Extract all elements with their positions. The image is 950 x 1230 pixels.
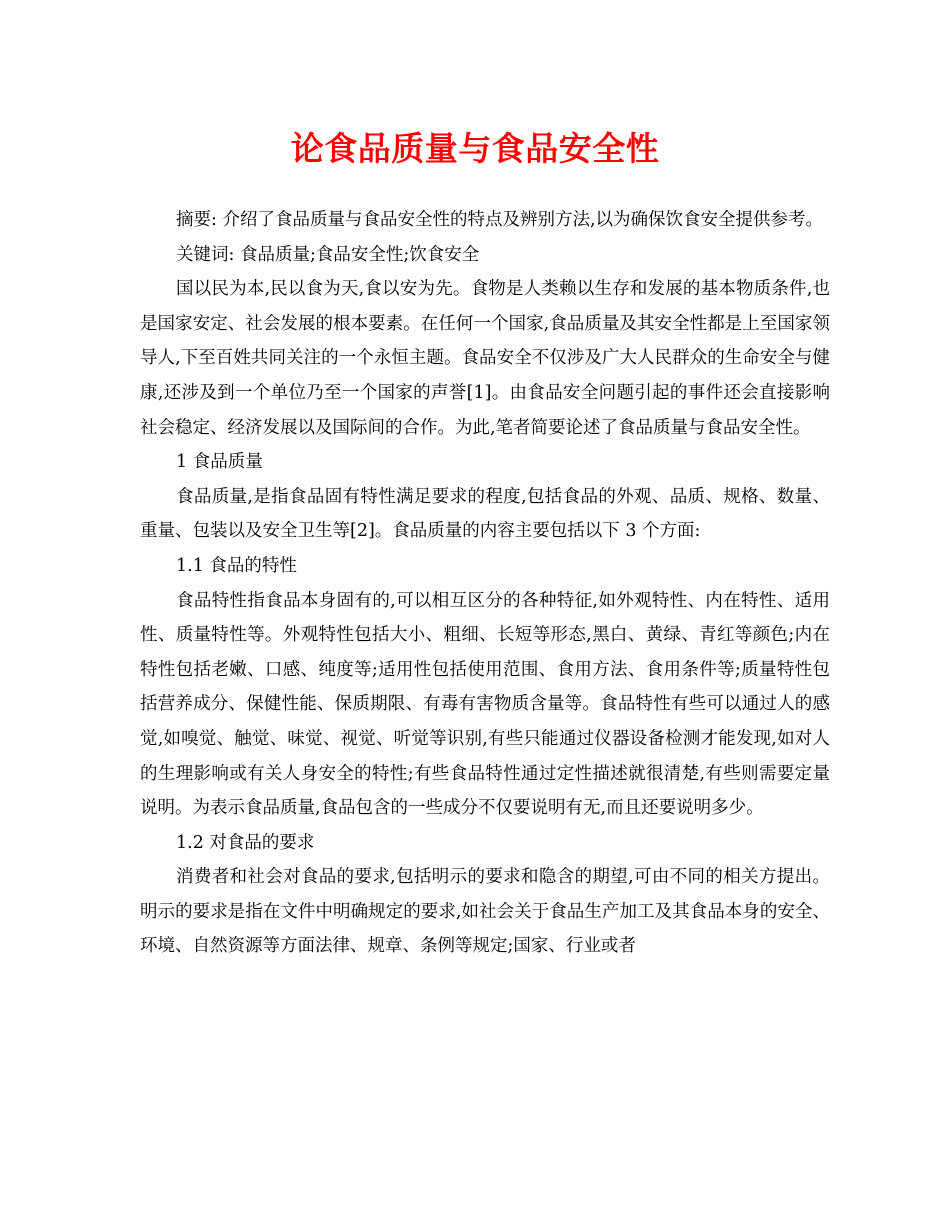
- subsection-1-2-paragraph: 消费者和社会对食品的要求,包括明示的要求和隐含的期望,可由不同的相关方提出。明示的要求是指在文件中明确规定的要求,如社会关于食品生产加工及其食品本身的安全、环境、自然资源等方面法律、规章、条例等规定;国家、行业或者: [140, 867, 830, 957]
- subsection-heading-1-1: 1.1 食品的特性: [176, 555, 297, 576]
- section-1-paragraph: 食品质量,是指食品固有特性满足要求的程度,包括食品的外观、品质、规格、数量、重量、包装以及安全卫生等[2]。食品质量的内容主要包括以下 3 个方面:: [140, 486, 830, 542]
- intro-paragraph: 国以民为本,民以食为天,食以安为先。食物是人类赖以生存和发展的基本物质条件,也是国家安定、社会发展的根本要素。在任何一个国家,食品质量及其安全性都是上至国家领导人,下至百姓共同关注的一个永恒主题。食品安全不仅涉及广大人民群众的生命安全与健康,还涉及到一个单位乃至一个国家的声誉[1]。由食品安全问题引起的事件还会直接影响社会稳定、经济发展以及国际间的合作。为此,笔者简要论述了食品质量与食品安全性。: [140, 279, 830, 438]
- abstract-paragraph: 摘要: 介绍了食品质量与食品安全性的特点及辨别方法,以为确保饮食安全提供参考。: [176, 210, 824, 230]
- section-heading-1: 1 食品质量: [176, 452, 263, 473]
- subsection-heading-1-2: 1.2 对食品的要求: [176, 832, 315, 853]
- subsection-1-1-paragraph: 食品特性指食品本身固有的,可以相互区分的各种特征,如外观特性、内在特性、适用性、质量特性等。外观特性包括大小、粗细、长短等形态,黑白、黄绿、青红等颜色;内在特性包括老嫩、口感、纯度等;适用性包括使用范围、食用方法、食用条件等;质量特性包括营养成分、保健性能、保质期限、有毒有害物质含量等。食品特性有些可以通过人的感觉,如嗅觉、触觉、味觉、视觉、听觉等识别,有些只能通过仪器设备检测才能发现,如对人的生理影响或有关人身安全的特性;有些食品特性通过定性描述就很清楚,有些则需要定量说明。为表示食品质量,食品包含的一些成分不仅要说明有无,而且还要说明多少。: [140, 590, 830, 819]
- document-body: [140, 203, 830, 964]
- document-title: 论食品质量与食品安全性: [290, 129, 660, 168]
- keywords-paragraph: 关键词: 食品质量;食品安全性;饮食安全: [176, 244, 480, 265]
